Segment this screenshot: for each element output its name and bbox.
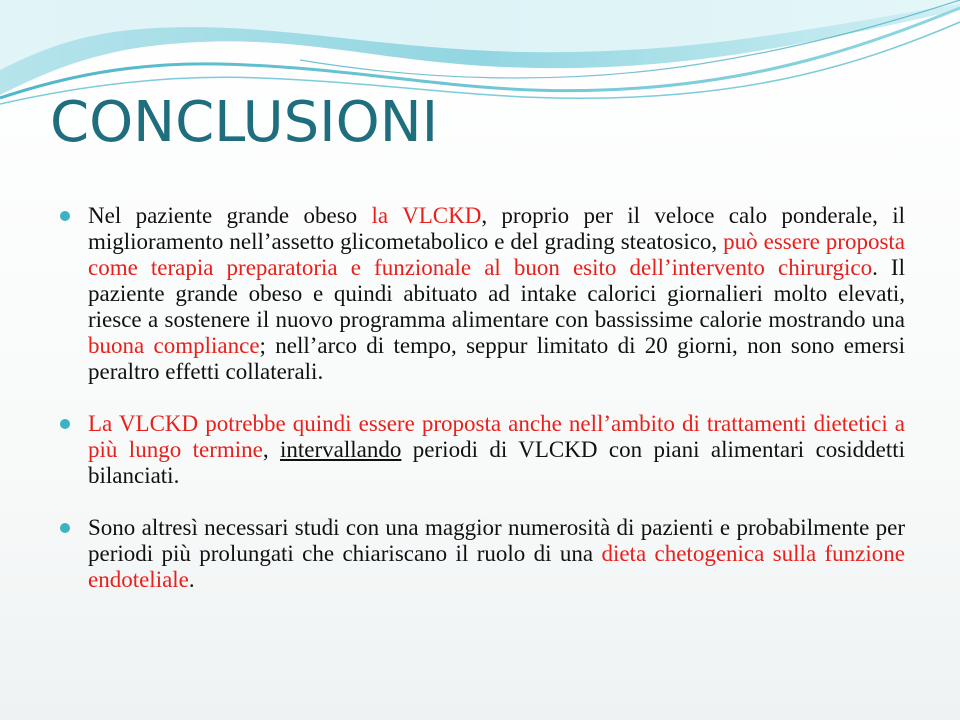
text-segment: ; nell’arco di tempo, seppur limitato di 20 giorni, non sono emersi peraltro effetti collaterali. [88, 333, 906, 384]
text-segment: Sono altresì necessari studi con una maggior numerosità di pazienti e probabilmente per periodi più prolungati che chiariscano il ruolo di una [88, 515, 905, 566]
text-segment: periodi di VLCKD con piani alimentari cosiddetti bilanciati. [88, 437, 906, 488]
bullet-list [60, 203, 905, 593]
highlight-text: può essere proposta come terapia preparatoria e funzionale al buon esito dell’intervento chirurgico [88, 229, 905, 280]
underlined-text: intervallando [280, 437, 402, 462]
bullet-dot-icon [60, 523, 70, 533]
text-segment: , [262, 437, 281, 462]
bullet-item [60, 203, 905, 385]
bullet-dot-icon [60, 211, 70, 221]
bullet-item [60, 411, 905, 489]
bullet-item [60, 515, 905, 593]
bullet-dot-icon [60, 419, 70, 429]
text-segment: . [188, 567, 195, 592]
text-segment: Nel paziente grande obeso [88, 203, 372, 228]
text-segment: , proprio per il veloce calo ponderale, il miglioramento nell’assetto glicometabolico e del grading steatosico, [88, 203, 906, 254]
slide-title: CONCLUSIONI [50, 90, 439, 155]
highlight-text: buona compliance [88, 333, 260, 358]
text-segment: . Il paziente grande obeso e quindi abituato ad intake calorici giornalieri molto elevati, riesce a sostenere il nuovo programma alimentare con bassissime calorie mostrando una [88, 255, 905, 332]
highlight-text: La VLCKD potrebbe quindi essere proposta anche nell’ambito di trattamenti dietetici a più lungo termine [88, 411, 905, 462]
highlight-text: la VLCKD [371, 203, 482, 228]
highlight-text: dieta chetogenica sulla funzione endoteliale [88, 541, 905, 592]
